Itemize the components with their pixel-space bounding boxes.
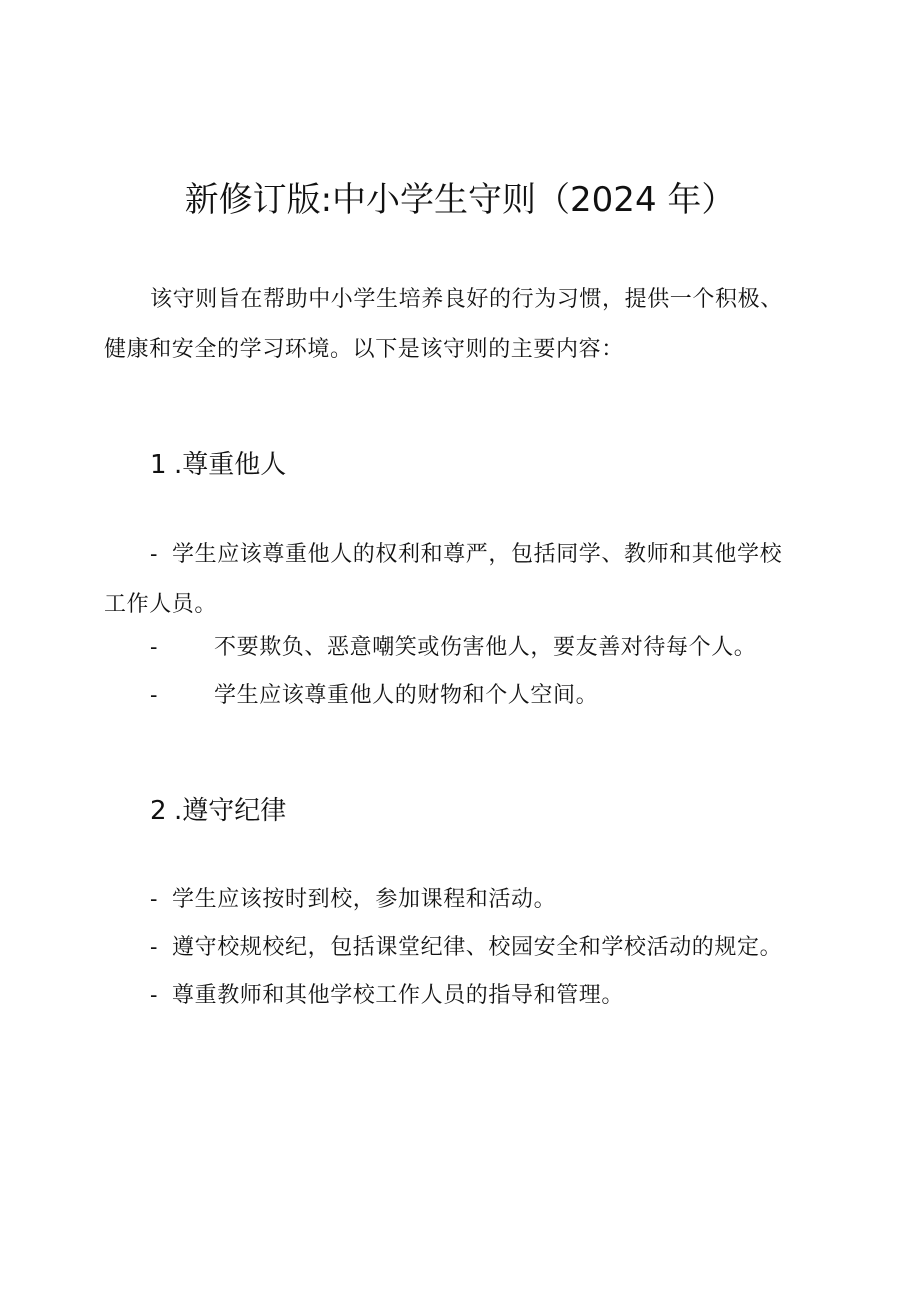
section-1-item-2 xyxy=(150,634,756,662)
section-1-heading xyxy=(150,444,286,481)
section-2-item-3 xyxy=(150,982,624,1010)
item-text: 学生应该尊重他人的权利和尊严，包括同学、教师和其他学校 xyxy=(172,542,783,567)
section-1-number: 1 xyxy=(150,450,167,480)
section-1-item-1-line-2: 工作人员。 xyxy=(104,592,218,617)
section-1-item-3 xyxy=(150,682,598,710)
bullet-dash: - xyxy=(150,935,159,960)
document-title: 新修订版:中小学生守则（2024 年） xyxy=(184,180,736,220)
section-2-title: .遵守纪律 xyxy=(174,796,287,826)
bullet-dash: - xyxy=(150,983,159,1008)
section-2-item-2 xyxy=(150,934,782,962)
item-text: 学生应该尊重他人的财物和个人空间。 xyxy=(214,683,599,708)
bullet-dash: - xyxy=(150,542,159,567)
bullet-dash: - xyxy=(150,683,159,708)
section-2-number: 2 xyxy=(150,796,167,826)
section-1-item-1-line-1 xyxy=(150,541,782,569)
section-2-heading xyxy=(150,790,286,827)
bullet-dash: - xyxy=(150,635,159,660)
item-text: 遵守校规校纪，包括课堂纪律、校园安全和学校活动的规定。 xyxy=(172,935,783,960)
item-text: 尊重教师和其他学校工作人员的指导和管理。 xyxy=(172,983,625,1008)
item-text: 不要欺负、恶意嘲笑或伤害他人，要友善对待每个人。 xyxy=(214,635,757,660)
intro-paragraph-line-2: 健康和安全的学习环境。以下是该守则的主要内容： xyxy=(104,337,624,362)
item-text: 学生应该按时到校，参加课程和活动。 xyxy=(172,887,557,912)
section-2-item-1 xyxy=(150,886,556,914)
intro-paragraph-line-1: 该守则旨在帮助中小学生培养良好的行为习惯，提供一个积极、 xyxy=(150,287,783,312)
bullet-dash: - xyxy=(150,887,159,912)
section-1-title: .尊重他人 xyxy=(174,450,287,480)
